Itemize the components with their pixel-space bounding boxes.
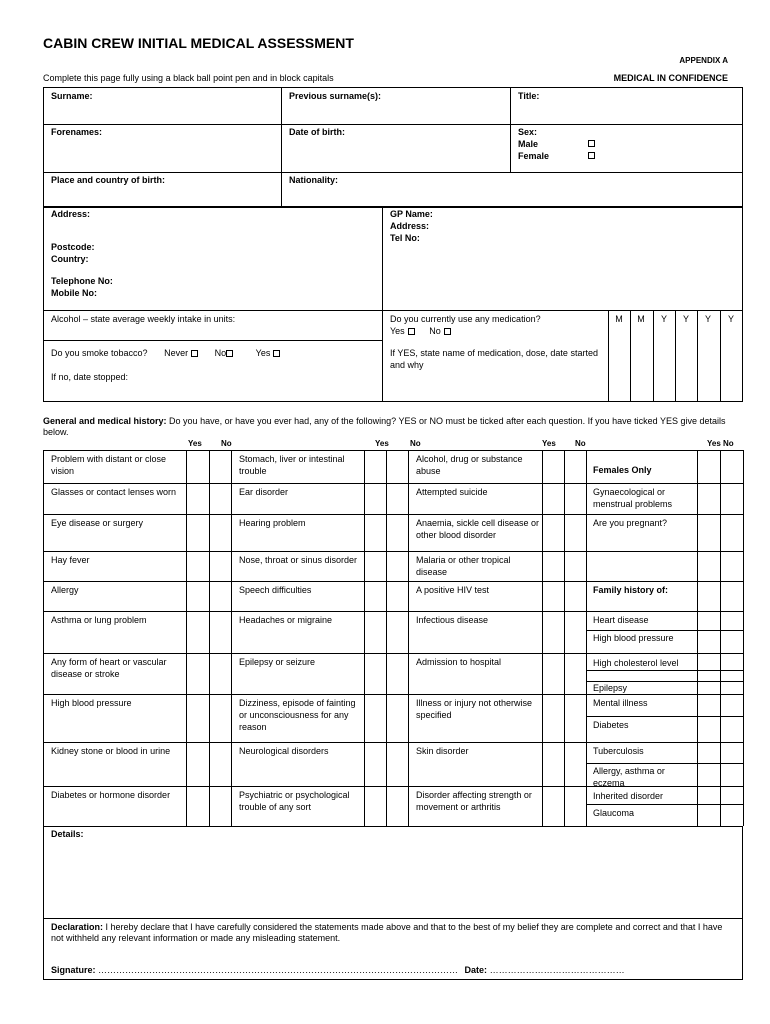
condition-label: Skin disorder xyxy=(416,746,469,756)
gp-tel-label[interactable]: Tel No: xyxy=(390,233,420,243)
date-label: Date: xyxy=(464,965,488,975)
condition-label: Asthma or lung problem xyxy=(51,615,147,625)
telephone-label[interactable]: Telephone No: xyxy=(51,276,113,286)
yes-no-cell[interactable] xyxy=(209,611,231,653)
med-details-label[interactable]: If YES, state name of medication, dose, date started and why xyxy=(390,348,598,370)
grid-line xyxy=(586,581,743,582)
condition-label: Hay fever xyxy=(51,555,90,565)
yes-no-cell[interactable] xyxy=(564,483,586,514)
footer-box xyxy=(43,826,743,980)
grid-line xyxy=(43,611,586,612)
yes-no-cell[interactable] xyxy=(386,450,408,483)
grid-line xyxy=(586,611,743,612)
family-history-header: Family history of: xyxy=(593,585,669,595)
grid-line xyxy=(586,514,743,515)
grid-line xyxy=(43,694,586,695)
smoke-question: Do you smoke tobacco? xyxy=(51,348,148,358)
date-letter: Y xyxy=(682,314,689,324)
col1-yes-header: Yes xyxy=(188,439,202,448)
yes-no-cell[interactable] xyxy=(364,694,386,742)
grid-line xyxy=(586,450,587,826)
yes-no-cell[interactable] xyxy=(564,786,586,826)
signature-row[interactable] xyxy=(51,964,625,976)
forenames-label[interactable]: Forenames: xyxy=(51,127,103,137)
yes-no-cell[interactable] xyxy=(386,653,408,694)
grid-line xyxy=(743,450,744,826)
yes-no-cell[interactable] xyxy=(209,551,231,581)
grid-line xyxy=(231,450,232,826)
grid-line xyxy=(43,742,586,743)
grid-line xyxy=(43,450,586,451)
condition-label: Hearing problem xyxy=(239,518,306,528)
yes-no-cell[interactable] xyxy=(186,551,208,581)
instruction-text: Complete this page fully using a black ball point pen and in block capitals xyxy=(43,73,334,83)
yes-no-cell[interactable] xyxy=(386,551,408,581)
personal-details-box xyxy=(43,87,743,207)
med-no-checkbox[interactable] xyxy=(444,328,451,335)
condition-label: Diabetes or hormone disorder xyxy=(51,790,171,800)
date-letter: M xyxy=(637,314,645,324)
male-label: Male xyxy=(518,139,539,149)
history-intro-title: General and medical history: xyxy=(43,416,167,426)
yes-no-cell[interactable] xyxy=(542,551,564,581)
condition-label: Nose, throat or sinus disorder xyxy=(239,555,358,565)
nationality-label[interactable]: Nationality: xyxy=(289,175,339,185)
never-checkbox[interactable] xyxy=(191,350,198,357)
col2-yes-header: Yes xyxy=(375,439,389,448)
yes-no-cell[interactable] xyxy=(386,483,408,514)
title-label[interactable]: Title: xyxy=(518,91,540,101)
gp-address-label[interactable]: Address: xyxy=(390,221,430,231)
condition-label: Allergy, asthma or eczema xyxy=(593,766,665,788)
col4-yes-no-header: Yes No xyxy=(707,439,734,448)
surname-label[interactable]: Surname: xyxy=(51,91,93,101)
condition-label: A positive HIV test xyxy=(416,585,490,595)
address-label[interactable]: Address: xyxy=(51,209,91,219)
stopped-label[interactable]: If no, date stopped: xyxy=(51,372,129,382)
grid-line xyxy=(720,450,721,826)
grid-line xyxy=(586,716,743,717)
mobile-label[interactable]: Mobile No: xyxy=(51,288,97,298)
date-line[interactable]: ……………………………………… xyxy=(489,965,625,975)
condition-label: Headaches or migraine xyxy=(239,615,333,625)
yes-no-cell[interactable] xyxy=(209,581,231,611)
condition-label: Alcohol, drug or substance abuse xyxy=(416,454,523,476)
grid-line xyxy=(586,763,743,764)
yes-no-cell[interactable] xyxy=(186,581,208,611)
smoke-row xyxy=(51,347,280,359)
col3-yes-header: Yes xyxy=(542,439,556,448)
yes-no-cell[interactable] xyxy=(386,786,408,826)
yes-no-cell[interactable] xyxy=(542,450,564,483)
condition-label: Ear disorder xyxy=(239,487,289,497)
male-checkbox[interactable] xyxy=(588,140,595,147)
condition-label: Illness or injury not otherwise specified xyxy=(416,698,533,720)
med-no-label: No xyxy=(429,326,441,336)
condition-label: Malaria or other tropical disease xyxy=(416,555,511,577)
yes-no-cell[interactable] xyxy=(186,653,208,694)
yes-no-cell[interactable] xyxy=(542,483,564,514)
grid-line xyxy=(586,742,743,743)
yes-no-cell[interactable] xyxy=(209,514,231,551)
yes-no-cell[interactable] xyxy=(564,551,586,581)
yes-no-cell[interactable] xyxy=(209,450,231,483)
no-smoke-checkbox[interactable] xyxy=(226,350,233,357)
yes-no-cell[interactable] xyxy=(542,653,564,694)
condition-label: Kidney stone or blood in urine xyxy=(51,746,171,756)
yes-no-cell[interactable] xyxy=(364,483,386,514)
declaration-body: I hereby declare that I have carefully considered the statements made above and that to the best of my belief they are complete and correct and that I have not withheld any relevant information or made any misleading statement. xyxy=(51,922,723,943)
yes-no-cell[interactable] xyxy=(209,653,231,694)
yes-no-cell[interactable] xyxy=(542,581,564,611)
confidential-label: MEDICAL IN CONFIDENCE xyxy=(613,73,728,83)
grid-line xyxy=(586,804,743,805)
col2-no-header: No xyxy=(410,439,421,448)
yes-no-cell[interactable] xyxy=(564,581,586,611)
birthplace-label[interactable]: Place and country of birth: xyxy=(51,175,166,185)
yes-no-cell[interactable] xyxy=(186,450,208,483)
medication-yes-no xyxy=(390,325,451,337)
condition-label: Glaucoma xyxy=(593,808,635,818)
yes-no-cell[interactable] xyxy=(564,653,586,694)
yes-no-cell[interactable] xyxy=(564,742,586,786)
date-letter: Y xyxy=(704,314,711,324)
yes-no-cell[interactable] xyxy=(186,786,208,826)
condition-label: Stomach, liver or intestinal trouble xyxy=(239,454,345,476)
condition-label: Eye disease or surgery xyxy=(51,518,144,528)
yes-no-cell[interactable] xyxy=(209,786,231,826)
condition-label: Speech difficulties xyxy=(239,585,312,595)
condition-label: Epilepsy xyxy=(593,683,628,693)
grid-line xyxy=(43,551,586,552)
yes-no-cell[interactable] xyxy=(364,611,386,653)
previous-surname-label[interactable]: Previous surname(s): xyxy=(289,91,382,101)
yes-no-cell[interactable] xyxy=(364,786,386,826)
female-checkbox[interactable] xyxy=(588,152,595,159)
med-yes-checkbox[interactable] xyxy=(408,328,415,335)
gp-name-label[interactable]: GP Name: xyxy=(390,209,433,219)
med-yes-label: Yes xyxy=(390,326,405,336)
appendix-label: APPENDIX A xyxy=(679,56,728,65)
condition-label: High blood pressure xyxy=(593,633,674,643)
yes-no-cell[interactable] xyxy=(542,514,564,551)
declaration-label: Declaration: xyxy=(51,922,104,932)
yes-no-cell[interactable] xyxy=(364,653,386,694)
condition-label: Epilepsy or seizure xyxy=(239,657,316,667)
grid-line xyxy=(43,450,44,826)
history-intro-text: Do you have, or have you ever had, any of the following? YES or NO must be ticked after each question. If you have ticked YES give details below. xyxy=(43,416,726,437)
col1-no-header: No xyxy=(221,439,232,448)
condition-label: Gynaecological or menstrual problems xyxy=(593,487,673,509)
yes-no-cell[interactable] xyxy=(186,483,208,514)
dob-label[interactable]: Date of birth: xyxy=(289,127,345,137)
yes-no-cell[interactable] xyxy=(386,694,408,742)
yes-no-cell[interactable] xyxy=(386,611,408,653)
grid-line xyxy=(43,653,586,654)
no-smoke-label: No xyxy=(214,348,227,358)
grid-line xyxy=(586,483,743,484)
yes-no-cell[interactable] xyxy=(542,786,564,826)
grid-line xyxy=(586,450,743,451)
grid-line xyxy=(43,483,586,484)
condition-label: Heart disease xyxy=(593,615,649,625)
condition-label: Diabetes xyxy=(593,720,629,730)
grid-line xyxy=(586,551,743,552)
col3-no-header: No xyxy=(575,439,586,448)
yes-no-cell[interactable] xyxy=(542,694,564,742)
yes-no-cell[interactable] xyxy=(564,450,586,483)
condition-label: Admission to hospital xyxy=(416,657,502,667)
grid-line xyxy=(43,514,586,515)
condition-label: Tuberculosis xyxy=(593,746,644,756)
yes-no-cell[interactable] xyxy=(564,514,586,551)
condition-label: Allergy xyxy=(51,585,79,595)
condition-label: Anaemia, sickle cell disease or other blood disorder xyxy=(416,518,540,540)
country-label[interactable]: Country: xyxy=(51,254,89,264)
date-letter: Y xyxy=(727,314,734,324)
female-label: Female xyxy=(518,151,550,161)
yes-no-cell[interactable] xyxy=(364,551,386,581)
yes-no-cell[interactable] xyxy=(186,514,208,551)
condition-label: Glasses or contact lenses worn xyxy=(51,487,177,497)
condition-label: Dizziness, episode of fainting or unconsciousness for any reason xyxy=(239,698,356,732)
yes-no-cell[interactable] xyxy=(564,694,586,742)
condition-label: Neurological disorders xyxy=(239,746,329,756)
medication-question: Do you currently use any medication? xyxy=(390,314,541,324)
yes-no-cell[interactable] xyxy=(386,742,408,786)
grid-line xyxy=(408,450,409,826)
yes-no-cell[interactable] xyxy=(209,483,231,514)
condition-label: Are you pregnant? xyxy=(593,518,668,528)
yes-no-cell[interactable] xyxy=(209,742,231,786)
never-label: Never xyxy=(164,348,189,358)
grid-line xyxy=(43,581,586,582)
yes-smoke-label: Yes xyxy=(255,348,271,358)
yes-no-cell[interactable] xyxy=(542,611,564,653)
condition-label: Disorder affecting strength or movement or arthritis xyxy=(416,790,532,812)
yes-no-cell[interactable] xyxy=(209,694,231,742)
sex-label: Sex: xyxy=(518,127,538,137)
alcohol-label[interactable]: Alcohol – state average weekly intake in units: xyxy=(51,314,236,324)
date-letter: Y xyxy=(660,314,667,324)
yes-no-cell[interactable] xyxy=(542,742,564,786)
condition-label: Any form of heart or vascular disease or stroke xyxy=(51,657,167,679)
grid-line xyxy=(43,786,586,787)
condition-label: Mental illness xyxy=(593,698,648,708)
yes-no-cell[interactable] xyxy=(564,611,586,653)
declaration-text xyxy=(51,922,737,944)
condition-label: Attempted suicide xyxy=(416,487,488,497)
condition-label: Infectious disease xyxy=(416,615,489,625)
history-intro xyxy=(43,416,743,438)
form-title: CABIN CREW INITIAL MEDICAL ASSESSMENT xyxy=(43,35,354,51)
condition-label: Psychiatric or psychological trouble of any sort xyxy=(239,790,350,812)
details-label[interactable]: Details: xyxy=(51,829,84,839)
grid-line xyxy=(586,630,743,631)
condition-label: Inherited disorder xyxy=(593,791,664,801)
yes-no-cell[interactable] xyxy=(364,450,386,483)
grid-line xyxy=(697,450,698,826)
females-only-header: Females Only xyxy=(593,465,652,475)
grid-line xyxy=(586,670,743,671)
signature-label: Signature: xyxy=(51,965,96,975)
yes-smoke-checkbox[interactable] xyxy=(273,350,280,357)
condition-label: High blood pressure xyxy=(51,698,132,708)
postcode-label[interactable]: Postcode: xyxy=(51,242,95,252)
yes-no-cell[interactable] xyxy=(186,742,208,786)
grid-line xyxy=(586,694,743,695)
yes-no-cell[interactable] xyxy=(364,742,386,786)
yes-no-cell[interactable] xyxy=(186,611,208,653)
grid-line xyxy=(586,653,743,654)
yes-no-cell[interactable] xyxy=(386,514,408,551)
signature-line[interactable]: ………………………………………………………………………………………………………… xyxy=(98,965,459,975)
yes-no-cell[interactable] xyxy=(186,694,208,742)
yes-no-cell[interactable] xyxy=(364,581,386,611)
condition-label: High cholesterol level xyxy=(593,658,679,668)
condition-label: Problem with distant or close vision xyxy=(51,454,167,476)
yes-no-cell[interactable] xyxy=(364,514,386,551)
date-letter: M xyxy=(615,314,623,324)
yes-no-cell[interactable] xyxy=(386,581,408,611)
